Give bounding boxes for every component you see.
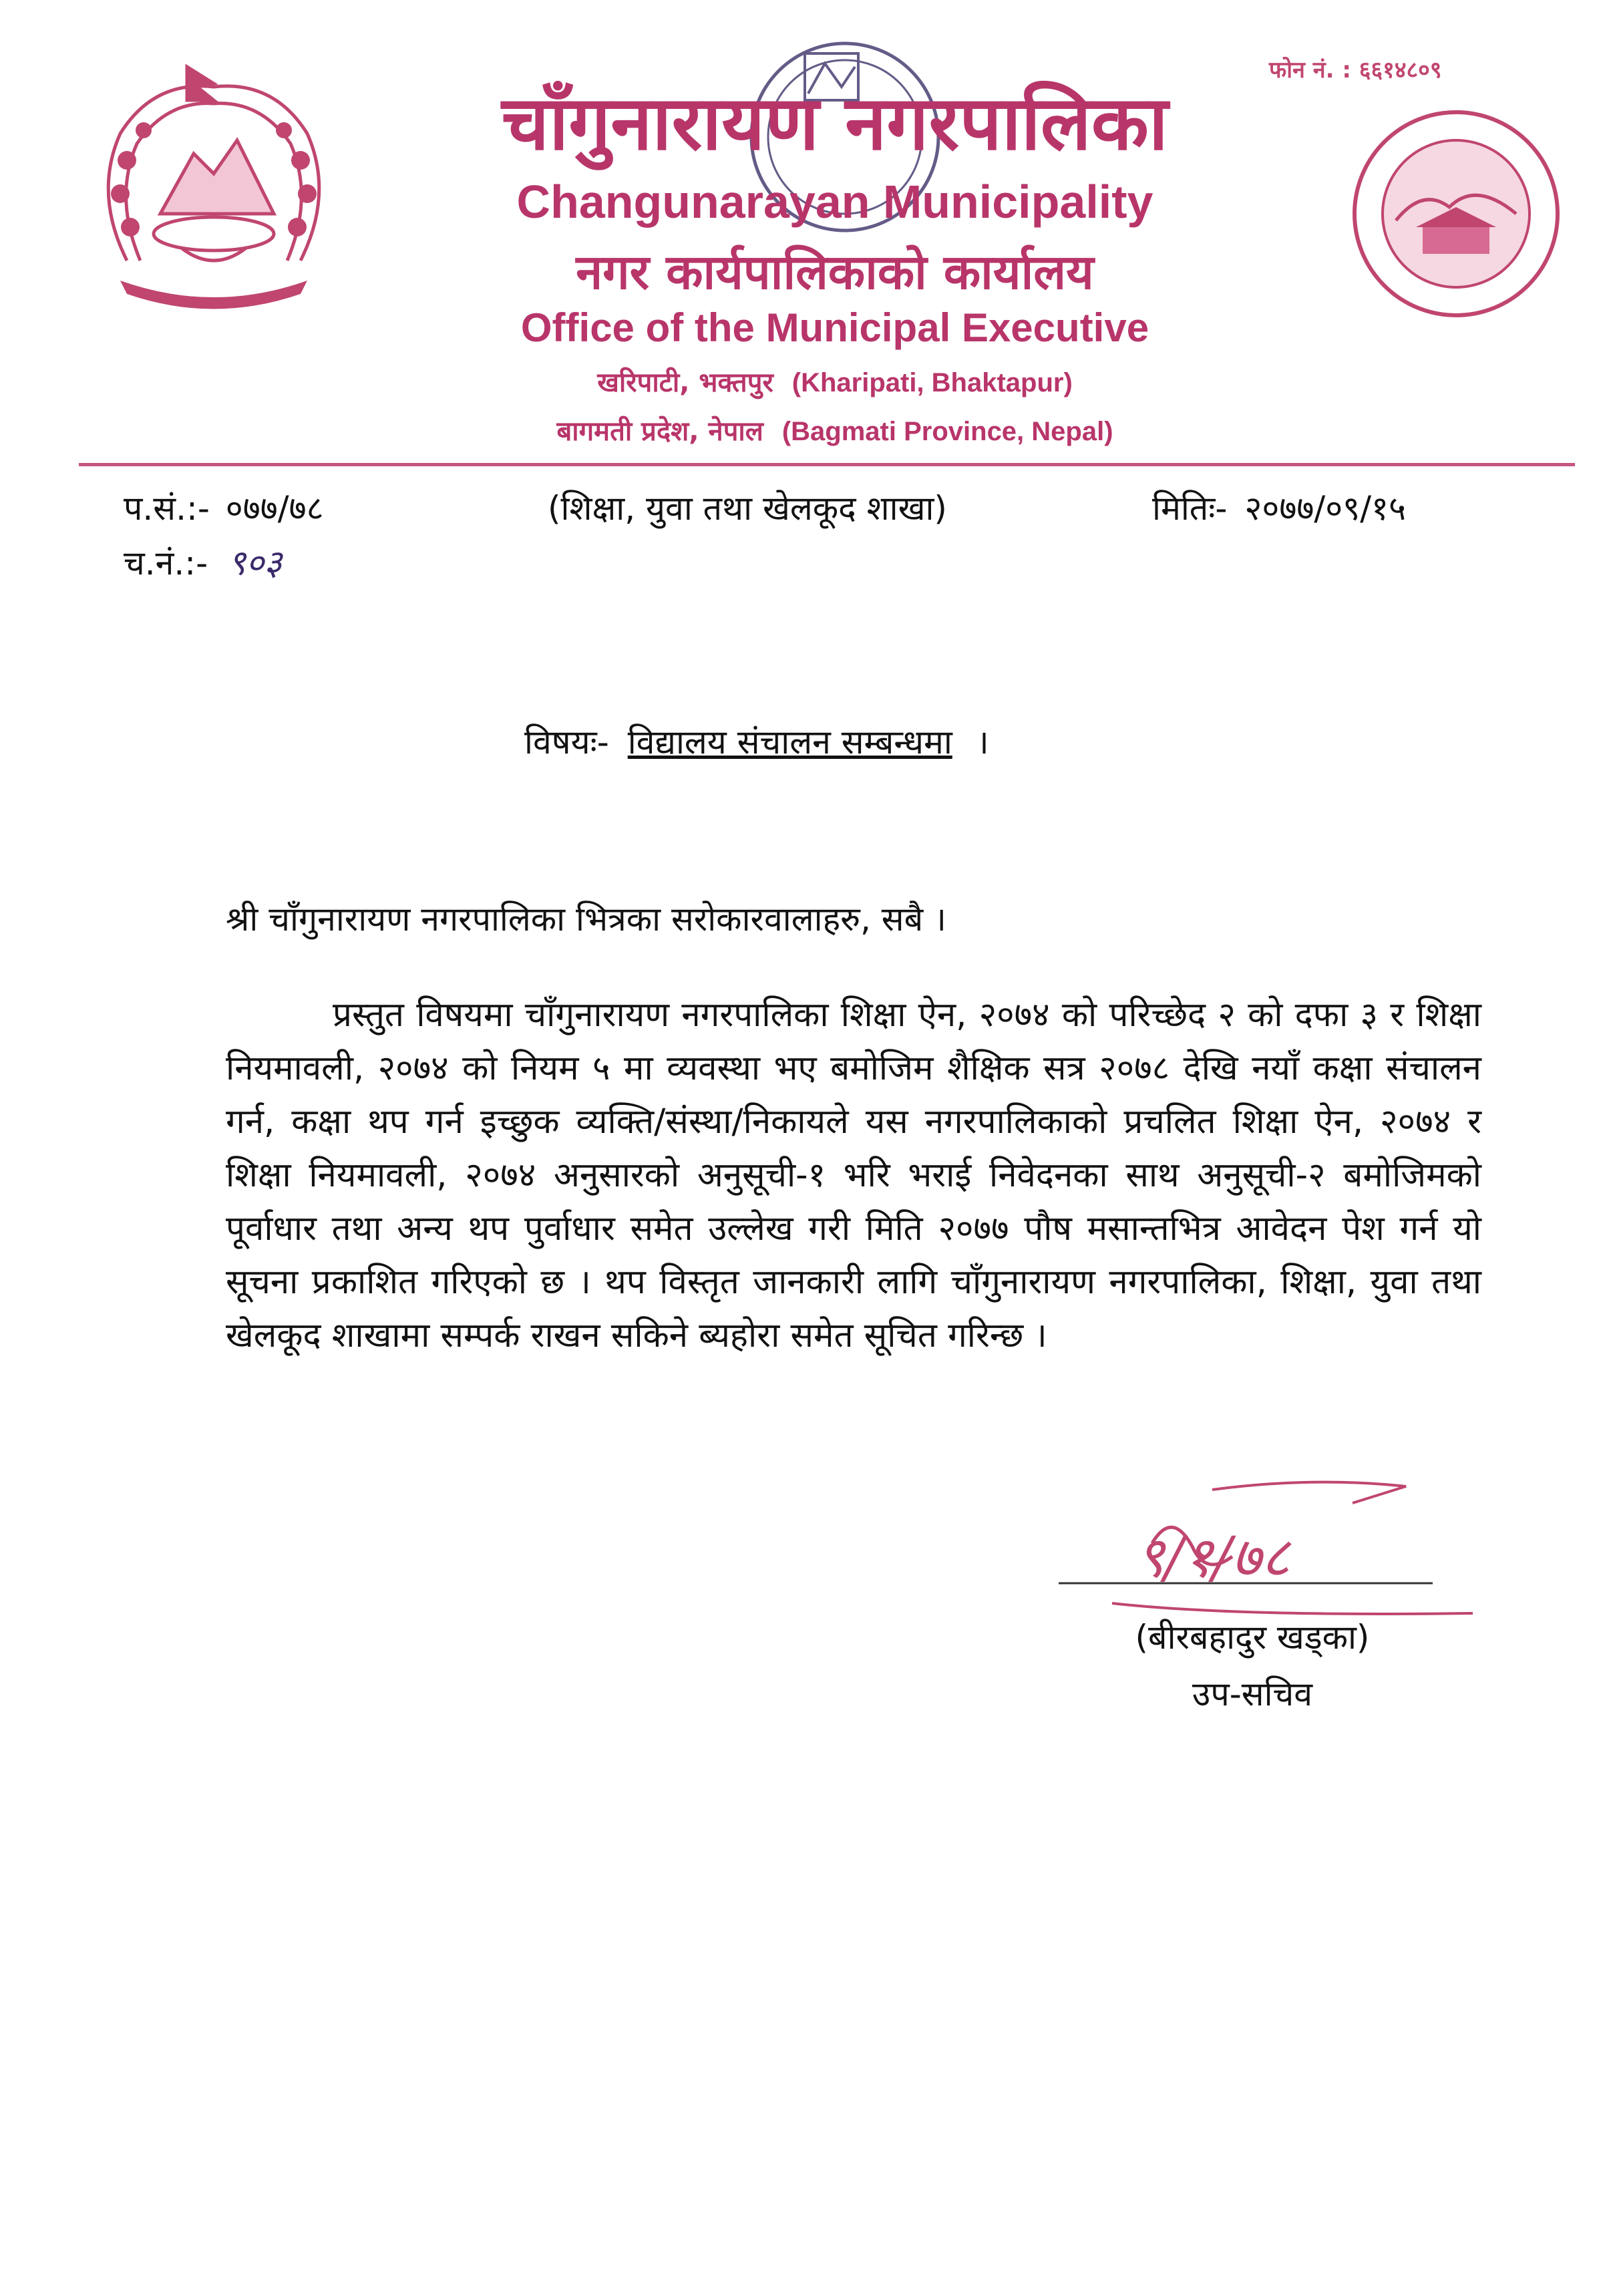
date-label: मितिः-: [1152, 489, 1228, 528]
date-value: २०७७/०९/१५: [1244, 489, 1407, 528]
address2-en: (Bagmati Province, Nepal): [781, 417, 1113, 446]
address1-np: खरिपाटी, भक्तपुर: [597, 367, 773, 398]
address2-np: बागमती प्रदेश, नेपाल: [556, 416, 763, 447]
dispatch-number: [124, 538, 282, 585]
signatory-name: (बीरबहादुर खड्का): [1135, 1618, 1370, 1657]
header-address-line2: [374, 413, 1296, 450]
dispatch-value: ९०३: [228, 543, 283, 583]
header-divider: [79, 463, 1575, 466]
address1-en: (Kharipati, Bhaktapur): [791, 368, 1073, 397]
signature-handwritten-date: ९/१/७८: [1135, 1524, 1290, 1590]
municipality-seal-icon: [1349, 107, 1563, 321]
header-office-np: नगर कार्यपालिकाको कार्यालय: [576, 244, 1094, 300]
header-title-np: चाँगुनारायण नगरपालिका: [502, 80, 1168, 167]
dispatch-label: च.नं.:-: [124, 544, 208, 583]
subject-text: विद्यालय संचालन सम्बन्धमा: [627, 723, 952, 762]
header-title-en: Changunarayan Municipality: [516, 176, 1153, 228]
ref-label: प.सं.:-: [124, 489, 210, 528]
signatory-title: उप-सचिव: [1192, 1675, 1313, 1713]
section-name: (शिक्षा, युवा तथा खेलकूद शाखा): [548, 489, 947, 528]
emblem-motto: जननी जन्मभूमिश्च स्वर्गादपि गरीयसी: [152, 275, 276, 286]
header-address-line1: [374, 364, 1296, 401]
ref-value: ०७७/७८: [225, 489, 324, 528]
header-office-en: Office of the Municipal Executive: [520, 305, 1149, 350]
body-paragraph: प्रस्तुत विषयमा चाँगुनारायण नगरपालिका शिक्षा ऐन, २०७४ को परिच्छेद २ को दफा ३ र शिक्षा नियमावली, २०७४ को नियम ५ मा व्यवस्था भए बमोजिम शैक्षिक सत्र २०७८ देखि नयाँ कक्षा संचालन गर्न, कक्षा थप गर्न इच्छुक व्यक्ति/संस्था/निकायले यस नगरपालिकाको प्रचलित शिक्षा ऐन, २०७४ र शिक्षा नियमावली, २०७४ अनुसारको अनुसूची-१ भरि भराई निवेदनका साथ अनुसूची-२ बमोजिमको पूर्वाधार तथा अन्य थप पुर्वाधार समेत उल्लेख गरी मिति २०७७ पौष मसान्तभित्र आवेदन पेश गर्न यो सूचना प्रकाशित गरिएको छ । थप विस्तृत जानकारी लागि चाँगुनारायण नगरपालिका, शिक्षा, युवा तथा खेलकूद शाखामा सम्पर्क राखन सकिने ब्यहोरा समेत सूचित गरिन्छ ।: [226, 995, 1481, 1355]
subject-label: विषयः-: [524, 723, 609, 762]
subject-end: ।: [976, 723, 989, 762]
phone-number: फोन नं. : ६६१४८०९: [1269, 57, 1442, 84]
letter-date: [1152, 484, 1526, 530]
salutation: श्री चाँगुनारायण नगरपालिका भित्रका सरोकारवालाहरु, सबै ।: [226, 900, 947, 939]
subject-line: [524, 718, 1326, 764]
reference-number: [124, 484, 324, 530]
